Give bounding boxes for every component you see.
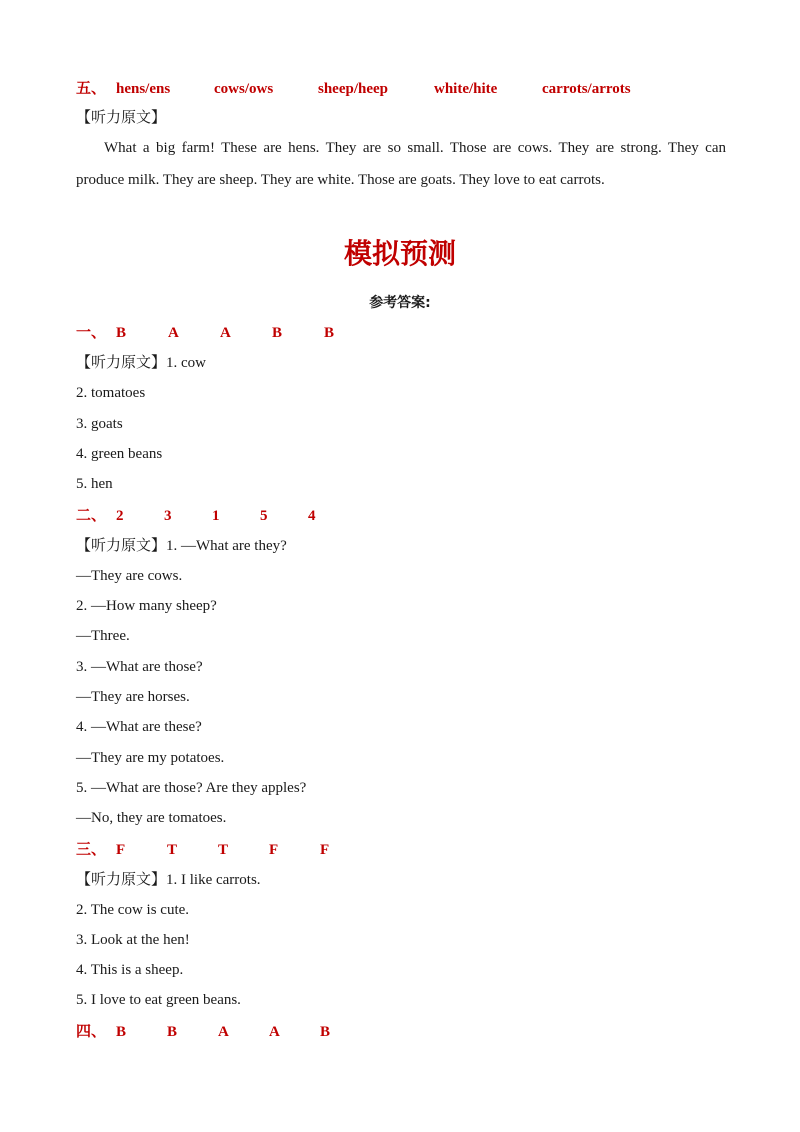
- answer-row-1: [76, 322, 334, 343]
- answer-row-4: [76, 1021, 330, 1042]
- answer: T: [167, 842, 178, 858]
- transcript-line: 4. green beans: [76, 446, 163, 462]
- page-title: 模拟预测: [343, 237, 456, 270]
- answer: A: [168, 325, 179, 341]
- section-number: 二、: [76, 506, 107, 524]
- answer: B: [116, 1024, 127, 1040]
- transcript-line: 4. —What are these?: [76, 719, 202, 735]
- answer-row-5: [76, 78, 631, 99]
- page-subtitle: 参考答案:: [369, 295, 431, 311]
- answer: sheep/heep: [318, 81, 389, 97]
- answer: 1: [212, 508, 220, 524]
- answer: B: [324, 325, 335, 341]
- section-number: 一、: [76, 323, 107, 341]
- answer: F: [269, 842, 279, 858]
- transcript-line: 3. —What are those?: [76, 659, 203, 675]
- answer: white/hite: [434, 81, 498, 97]
- answer: B: [320, 1024, 331, 1040]
- answer: F: [116, 842, 126, 858]
- transcript-line: 5. I love to eat green beans.: [76, 992, 241, 1008]
- answer: 2: [116, 508, 124, 524]
- transcript-line: 2. —How many sheep?: [76, 598, 217, 614]
- transcript-line: 【听力原文】1. —What are they?: [76, 538, 287, 554]
- answer-row-3: [76, 839, 329, 860]
- answer: A: [269, 1024, 280, 1040]
- answer: 3: [164, 508, 172, 524]
- transcript-line: —No, they are tomatoes.: [76, 810, 227, 826]
- transcript-label: 【听力原文】: [76, 110, 167, 126]
- transcript-line: 3. goats: [76, 416, 123, 432]
- section-number: 四、: [76, 1022, 107, 1040]
- transcript-line: 5. —What are those? Are they apples?: [76, 780, 307, 796]
- transcript-line: —They are my potatoes.: [76, 750, 225, 766]
- transcript-line: 5. hen: [76, 476, 113, 492]
- transcript-line: —Three.: [76, 628, 130, 644]
- answer-row-2: [76, 505, 316, 526]
- answer: cows/ows: [214, 81, 274, 97]
- transcript-line: 【听力原文】1. I like carrots.: [76, 872, 261, 888]
- answer: hens/ens: [116, 81, 171, 97]
- transcript-paragraph: What a big farm! These are hens. They are so small. Those are cows. They are strong. They can produce milk. They are sheep. They are white. Those are goats. They love to eat carrots.: [76, 140, 726, 188]
- answer: A: [220, 325, 231, 341]
- answer: 4: [308, 508, 316, 524]
- answer: F: [320, 842, 330, 858]
- transcript-line: 2. tomatoes: [76, 385, 146, 401]
- section-number: 五、: [76, 79, 107, 97]
- transcript-line: 【听力原文】1. cow: [76, 355, 206, 371]
- answer: 5: [260, 508, 268, 524]
- transcript-line: —They are horses.: [76, 689, 190, 705]
- transcript-line: 3. Look at the hen!: [76, 932, 190, 948]
- answer: B: [167, 1024, 178, 1040]
- transcript-line: 2. The cow is cute.: [76, 902, 190, 918]
- answer: B: [116, 325, 127, 341]
- answer: B: [272, 325, 283, 341]
- transcript-line: 4. This is a sheep.: [76, 962, 184, 978]
- section-number: 三、: [76, 840, 107, 858]
- answer: carrots/arrots: [542, 81, 631, 97]
- transcript-line: —They are cows.: [76, 568, 183, 584]
- answer: A: [218, 1024, 229, 1040]
- answer: T: [218, 842, 229, 858]
